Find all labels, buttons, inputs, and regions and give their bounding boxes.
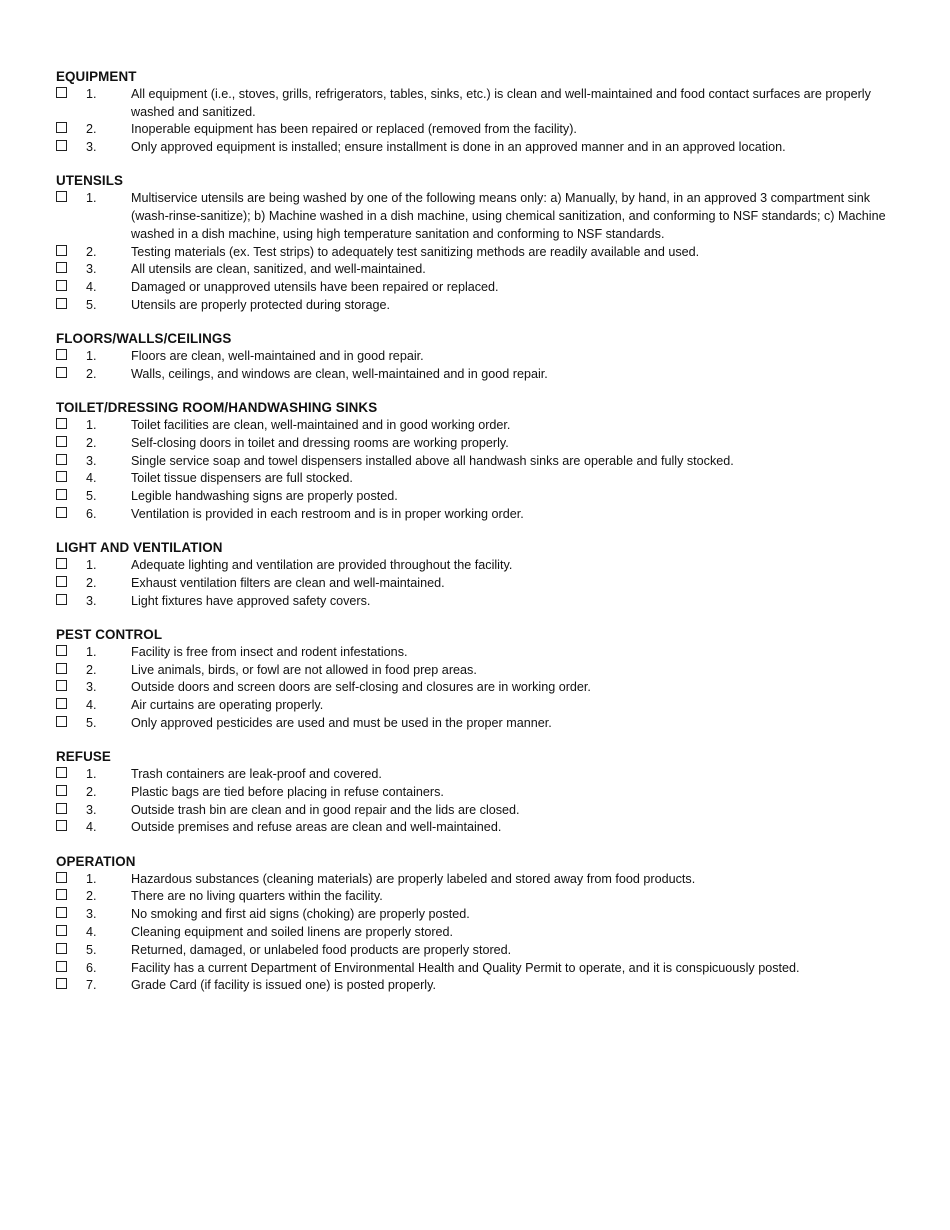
item-number: 6.	[86, 960, 97, 975]
checklist-item	[56, 819, 898, 837]
item-text: Damaged or unapproved utensils have been repaired or replaced.	[131, 280, 499, 295]
item-number: 5.	[86, 942, 97, 957]
checklist-item	[56, 715, 898, 733]
item-text: All equipment (i.e., stoves, grills, refrigerators, tables, sinks, etc.) is clean and well-maintained and food contact surfaces are properly washed and sanitized.	[131, 86, 871, 119]
checkbox[interactable]	[56, 280, 67, 291]
checkbox[interactable]	[56, 436, 67, 447]
item-text: All utensils are clean, sanitized, and well-maintained.	[131, 262, 426, 277]
checkbox[interactable]	[56, 872, 67, 883]
checklist-item	[56, 679, 898, 697]
item-text: Floors are clean, well-maintained and in good repair.	[131, 349, 424, 364]
checklist-item	[56, 297, 898, 315]
section-title: PEST CONTROL	[56, 627, 163, 643]
checkbox[interactable]	[56, 191, 67, 202]
item-number: 5.	[86, 298, 97, 313]
item-number: 2.	[86, 662, 97, 677]
checklist-item	[56, 977, 898, 995]
item-number: 1.	[86, 644, 97, 659]
item-text: Toilet tissue dispensers are full stocked.	[131, 471, 353, 486]
checklist-item	[56, 488, 898, 506]
checkbox[interactable]	[56, 925, 67, 936]
checkbox[interactable]	[56, 558, 67, 569]
checkbox[interactable]	[56, 663, 67, 674]
item-text: Light fixtures have approved safety covers.	[131, 593, 371, 608]
item-text: Single service soap and towel dispensers installed above all handwash sinks are operable and fully stocked.	[131, 453, 734, 468]
checklist-item	[56, 470, 898, 488]
section-pest-control	[56, 626, 898, 733]
checklist-item	[56, 906, 898, 924]
section-equipment	[56, 68, 898, 157]
checkbox[interactable]	[56, 978, 67, 989]
checkbox[interactable]	[56, 680, 67, 691]
checklist-items	[56, 190, 898, 315]
checkbox[interactable]	[56, 245, 67, 256]
checklist-item	[56, 366, 898, 384]
item-number: 4.	[86, 820, 97, 835]
item-text: Walls, ceilings, and windows are clean, well-maintained and in good repair.	[131, 366, 548, 381]
checklist-items	[56, 417, 898, 524]
item-text: Exhaust ventilation filters are clean and well-maintained.	[131, 575, 445, 590]
item-number: 2.	[86, 889, 97, 904]
item-number: 1.	[86, 86, 97, 101]
checkbox[interactable]	[56, 122, 67, 133]
checklist-items	[56, 557, 898, 610]
item-text: Testing materials (ex. Test strips) to adequately test sanitizing methods are readily available and used.	[131, 244, 700, 259]
checkbox[interactable]	[56, 87, 67, 98]
checklist-item	[56, 766, 898, 784]
checklist-item	[56, 662, 898, 680]
checklist-item	[56, 86, 898, 122]
section-refuse	[56, 748, 898, 837]
item-text: Ventilation is provided in each restroom and is in proper working order.	[131, 507, 524, 522]
section-title: OPERATION	[56, 853, 136, 869]
section-toilet-dressing-room-handwashing-sinks	[56, 399, 898, 524]
checkbox[interactable]	[56, 471, 67, 482]
checkbox[interactable]	[56, 262, 67, 273]
item-text: Facility is free from insect and rodent infestations.	[131, 644, 408, 659]
checklist-item	[56, 506, 898, 524]
checklist-item	[56, 139, 898, 157]
item-number: 3.	[86, 453, 97, 468]
checklist-items	[56, 871, 898, 996]
checklist-item	[56, 942, 898, 960]
checklist-item	[56, 121, 898, 139]
item-text: Air curtains are operating properly.	[131, 698, 324, 713]
item-text: Only approved equipment is installed; ensure installment is done in an approved manner and in an approved location.	[131, 140, 786, 155]
item-number: 2.	[86, 435, 97, 450]
item-text: Trash containers are leak-proof and covered.	[131, 767, 382, 782]
item-number: 1.	[86, 558, 97, 573]
item-text: Adequate lighting and ventilation are provided throughout the facility.	[131, 558, 513, 573]
checkbox[interactable]	[56, 716, 67, 727]
checklist-item	[56, 871, 898, 889]
item-text: Live animals, birds, or fowl are not allowed in food prep areas.	[131, 662, 477, 677]
checklist-items	[56, 644, 898, 733]
checkbox[interactable]	[56, 367, 67, 378]
item-text: Plastic bags are tied before placing in refuse containers.	[131, 784, 444, 799]
checklist-item	[56, 924, 898, 942]
item-number: 1.	[86, 418, 97, 433]
item-number: 4.	[86, 924, 97, 939]
checklist-item	[56, 575, 898, 593]
checkbox[interactable]	[56, 454, 67, 465]
item-number: 3.	[86, 802, 97, 817]
checkbox[interactable]	[56, 943, 67, 954]
checklist-item	[56, 697, 898, 715]
item-text: Multiservice utensils are being washed by one of the following means only: a) Manually, by hand, in an approved 3 compartment sink (wash-rinse-sanitize); b) Machine washed in a dish machine, using chemical sanitization, and conforming to NSF standards; c) Machine washed in a dish machine, using high temperature sanitation and conforming to NSF standards.	[131, 191, 886, 241]
item-number: 2.	[86, 784, 97, 799]
item-number: 4.	[86, 471, 97, 486]
checklist-item	[56, 244, 898, 262]
section-title: EQUIPMENT	[56, 69, 137, 84]
section-utensils	[56, 172, 898, 314]
checkbox[interactable]	[56, 645, 67, 656]
item-text: Facility has a current Department of Environmental Health and Quality Permit to operate, and it is conspicuously posted.	[131, 960, 800, 975]
item-text: Cleaning equipment and soiled linens are properly stored.	[131, 924, 454, 939]
checkbox[interactable]	[56, 349, 67, 360]
item-text: Utensils are properly protected during storage.	[131, 298, 391, 313]
item-number: 4.	[86, 280, 97, 295]
item-text: Toilet facilities are clean, well-maintained and in good working order.	[131, 418, 511, 433]
checklist-item	[56, 644, 898, 662]
checkbox[interactable]	[56, 418, 67, 429]
checklist-item	[56, 417, 898, 435]
item-text: Inoperable equipment has been repaired or replaced (removed from the facility).	[131, 122, 577, 137]
checkbox[interactable]	[56, 698, 67, 709]
checklist-items	[56, 348, 898, 384]
checkbox[interactable]	[56, 140, 67, 151]
checklist-item	[56, 453, 898, 471]
checkbox[interactable]	[56, 820, 67, 831]
checklist-item	[56, 435, 898, 453]
section-title: REFUSE	[56, 749, 111, 765]
item-text: Outside premises and refuse areas are clean and well-maintained.	[131, 820, 502, 835]
checkbox[interactable]	[56, 889, 67, 900]
item-number: 2.	[86, 244, 97, 259]
item-number: 7.	[86, 978, 97, 993]
section-floors-walls-ceilings	[56, 330, 898, 383]
item-number: 3.	[86, 140, 97, 155]
checkbox[interactable]	[56, 907, 67, 918]
item-number: 1.	[86, 191, 97, 206]
checkbox[interactable]	[56, 507, 67, 518]
item-number: 4.	[86, 698, 97, 713]
item-number: 3.	[86, 680, 97, 695]
item-number: 3.	[86, 593, 97, 608]
item-number: 1.	[86, 767, 97, 782]
checklist-item	[56, 348, 898, 366]
section-operation	[56, 853, 898, 995]
item-text: Grade Card (if facility is issued one) is posted properly.	[131, 978, 436, 993]
checklist-item	[56, 261, 898, 279]
item-number: 2.	[86, 575, 97, 590]
section-title: UTENSILS	[56, 173, 124, 189]
item-number: 5.	[86, 489, 97, 504]
checklist-item	[56, 279, 898, 297]
section-title: FLOORS/WALLS/CEILINGS	[56, 331, 232, 347]
checkbox[interactable]	[56, 767, 67, 778]
item-text: No smoking and first aid signs (choking) are properly posted.	[131, 907, 470, 922]
checklist-item	[56, 888, 898, 906]
checklist-item	[56, 557, 898, 575]
item-number: 3.	[86, 907, 97, 922]
section-title: LIGHT AND VENTILATION	[56, 540, 223, 556]
checkbox[interactable]	[56, 489, 67, 500]
item-text: Outside trash bin are clean and in good repair and the lids are closed.	[131, 802, 520, 817]
item-text: Legible handwashing signs are properly posted.	[131, 489, 398, 504]
item-number: 2.	[86, 366, 97, 381]
checklist-items	[56, 766, 898, 837]
item-number: 2.	[86, 122, 97, 137]
item-number: 3.	[86, 262, 97, 277]
item-text: Self-closing doors in toilet and dressing rooms are working properly.	[131, 435, 509, 450]
item-number: 1.	[86, 349, 97, 364]
checklist-item	[56, 960, 898, 978]
checklist-item	[56, 802, 898, 820]
item-text: Outside doors and screen doors are self-closing and closures are in working order.	[131, 680, 591, 695]
section-title: TOILET/DRESSING ROOM/HANDWASHING SINKS	[56, 400, 378, 416]
checkbox[interactable]	[56, 961, 67, 972]
item-text: There are no living quarters within the facility.	[131, 889, 383, 904]
item-text: Hazardous substances (cleaning materials) are properly labeled and stored away from food products.	[131, 871, 696, 886]
item-number: 6.	[86, 507, 97, 522]
checkbox[interactable]	[56, 803, 67, 814]
checklist-item	[56, 784, 898, 802]
section-light-and-ventilation	[56, 539, 898, 610]
checklist-item	[56, 190, 898, 243]
checkbox[interactable]	[56, 594, 67, 605]
checkbox[interactable]	[56, 298, 67, 309]
checkbox[interactable]	[56, 576, 67, 587]
item-number: 5.	[86, 716, 97, 730]
checklist-items	[56, 86, 898, 157]
item-text: Only approved pesticides are used and must be used in the proper manner.	[131, 716, 552, 730]
checkbox[interactable]	[56, 785, 67, 796]
item-text: Returned, damaged, or unlabeled food products are properly stored.	[131, 942, 512, 957]
item-number: 1.	[86, 871, 97, 886]
checklist-item	[56, 593, 898, 611]
